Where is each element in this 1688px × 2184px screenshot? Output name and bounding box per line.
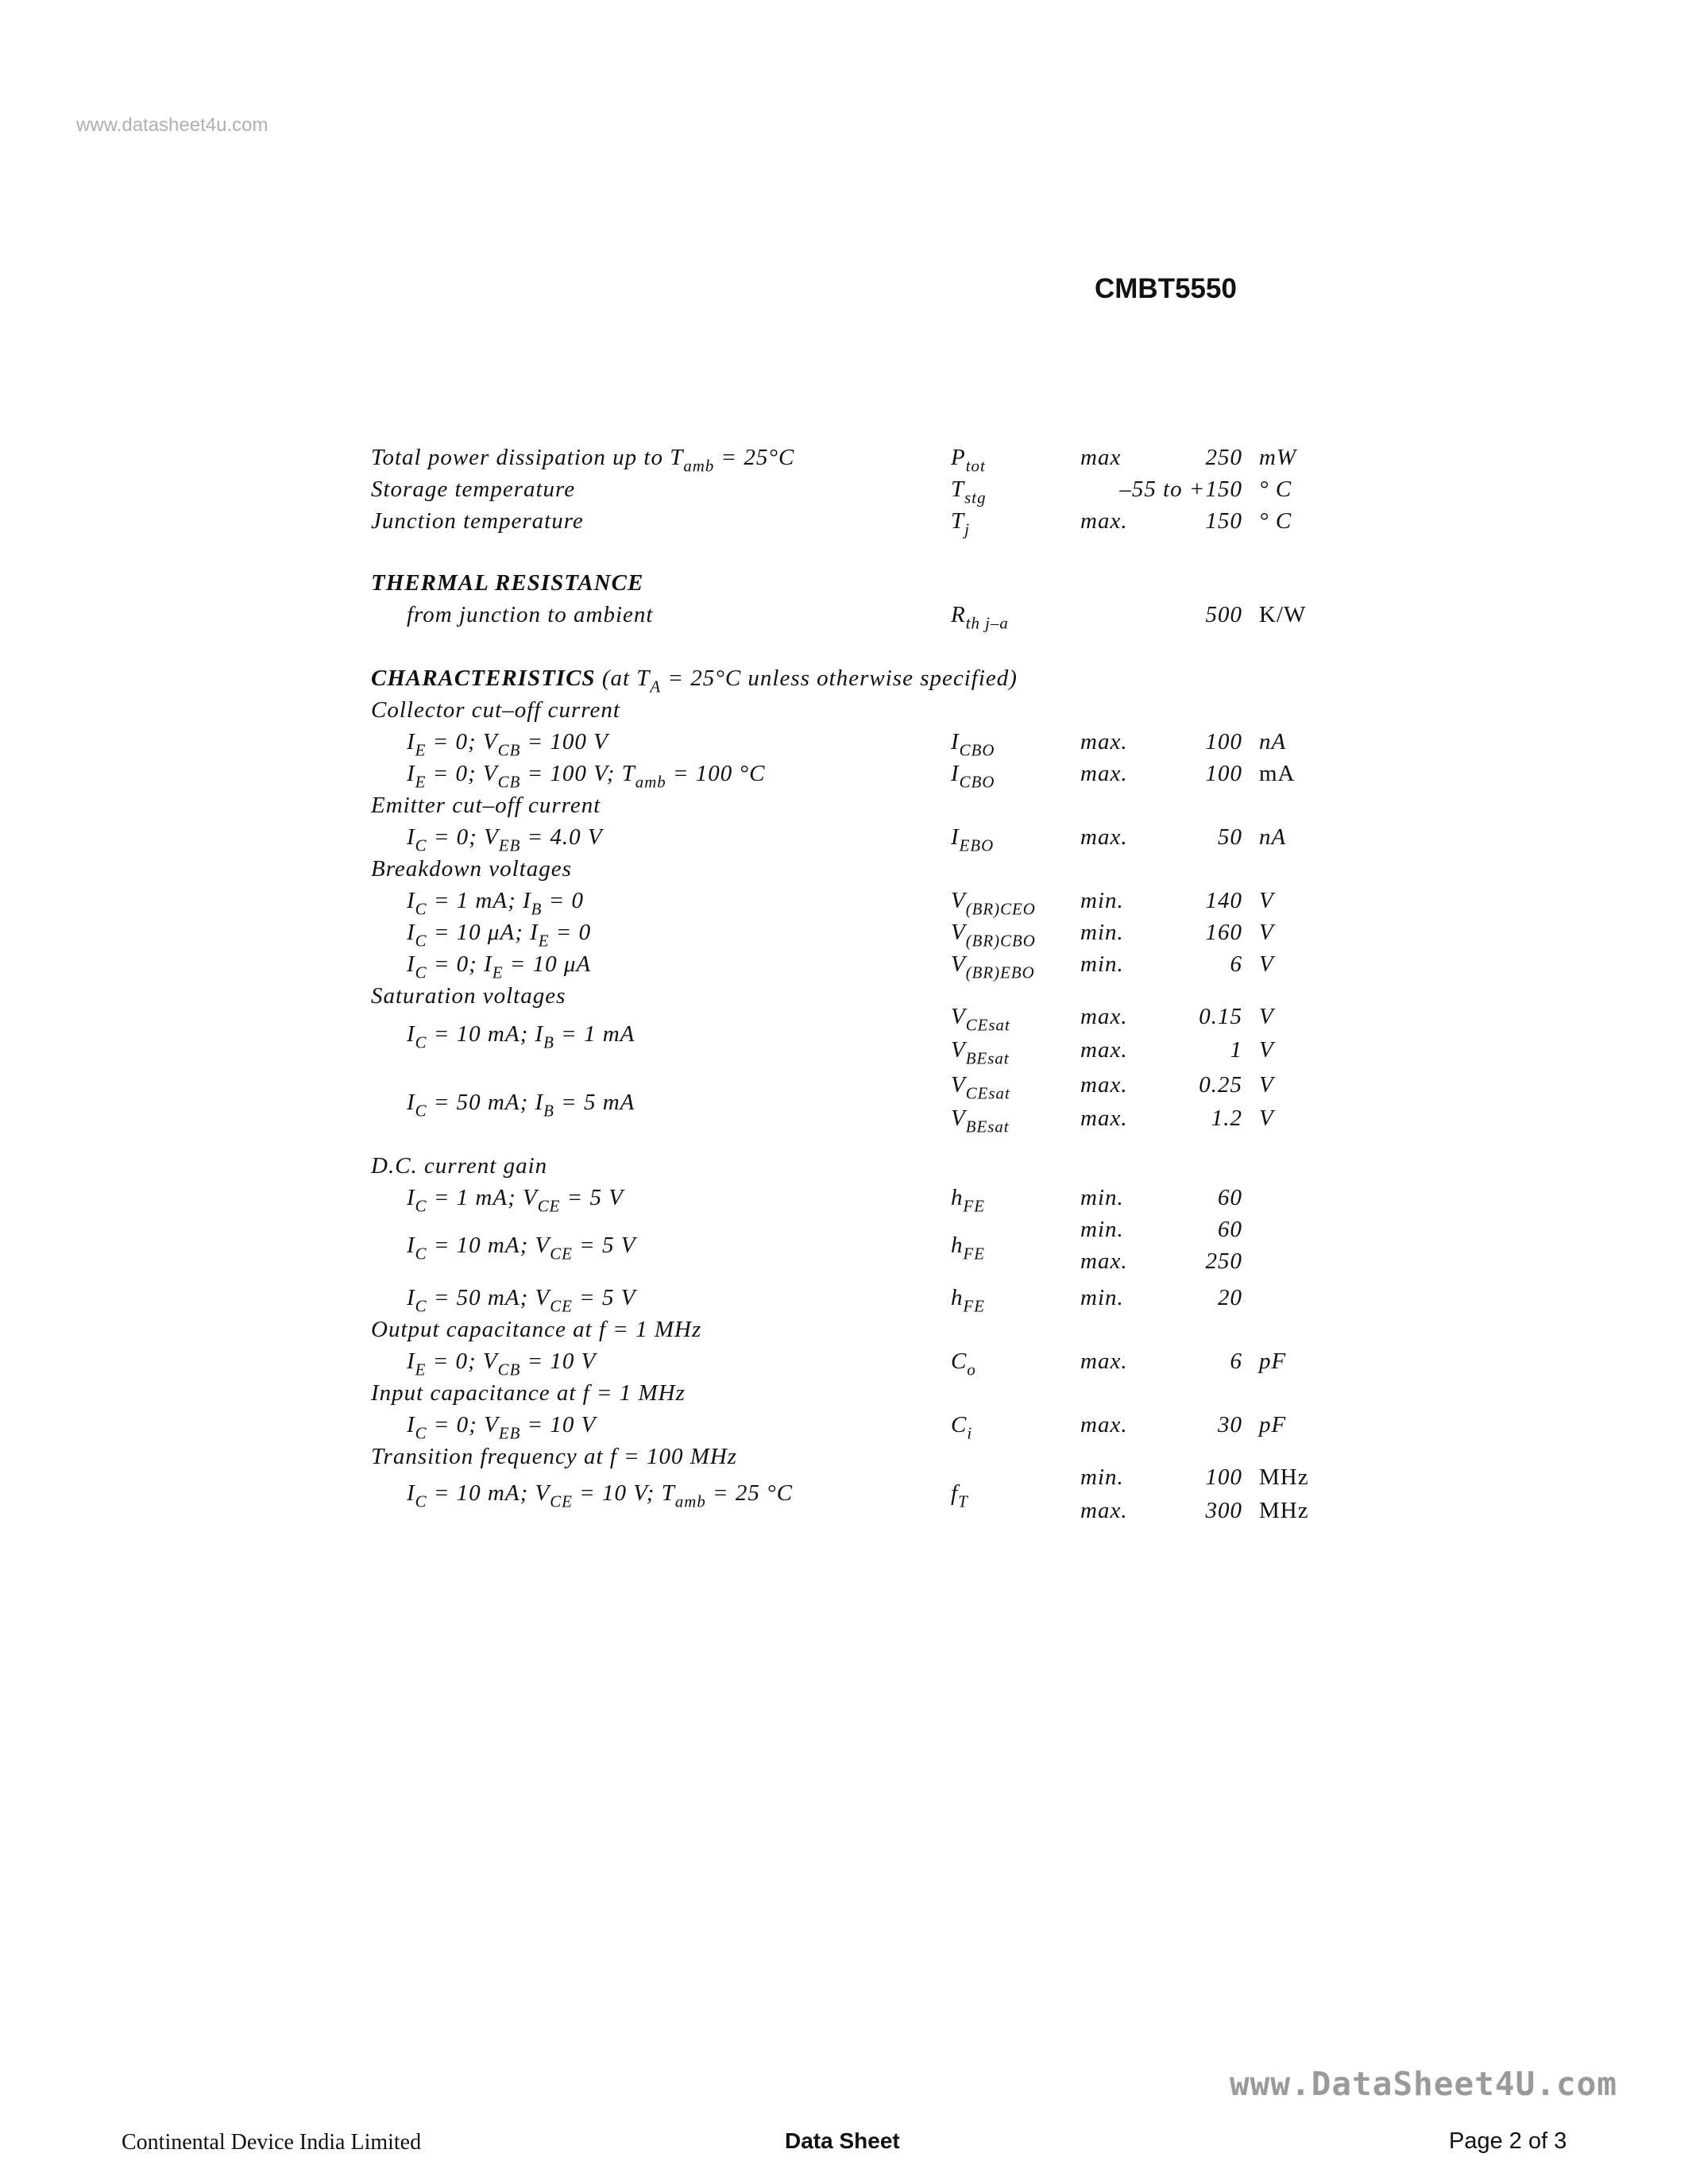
group-title: D.C. current gain [371,1153,548,1179]
condition: $I_C = 10$ μA; $I_E = 0$ [407,920,592,951]
value-range: –55 to +150 [1119,477,1242,502]
limit-label: min. [1080,920,1124,945]
group-title: Input capacitance at f = 1 MHz [371,1380,686,1406]
part-number-header: CMBT5550 [1095,273,1237,304]
unit: pF [1259,1412,1287,1437]
unit: pF [1259,1349,1287,1374]
unit: ° C [1259,477,1292,502]
value: 1.2 [1211,1106,1242,1131]
group-title: Transition frequency at f = 100 MHz [371,1444,738,1469]
symbol: $C_o$ [951,1349,976,1379]
param-total-power: Total power dissipation up to $T_{amb} = 25^\circ C$ [371,445,795,476]
symbol: $V_{(BR)EBO}$ [951,951,1035,982]
group-title: Output capacitance at f = 1 MHz [371,1317,702,1342]
unit: ° C [1259,508,1292,534]
symbol: $V_{(BR)CEO}$ [951,888,1036,919]
condition: $I_C = 0$; $I_E = 10$ μA [407,951,592,982]
symbol: $V_{CEsat}$ [951,1072,1010,1103]
unit: V [1259,1106,1274,1131]
param-junction-temp: Junction temperature [371,508,584,534]
footer-page-number: Page 2 of 3 [1449,2128,1567,2154]
limit-label: max. [1080,761,1128,786]
symbol-rth: $R_{th j-a}$ [951,602,1009,633]
symbol: $h_{FE}$ [951,1233,986,1264]
limit-label: min. [1080,1464,1124,1490]
footer-title: Data Sheet [785,2128,900,2153]
limit-label: min. [1080,888,1124,913]
limit-label: max. [1080,824,1128,850]
unit: V [1259,920,1274,945]
limit-label: min. [1080,1185,1124,1210]
value: 100 [1205,729,1242,754]
value: 30 [1218,1412,1242,1437]
value: 140 [1205,888,1242,913]
condition: $I_E = 0$; $V_{CB} = 100$ V [407,729,608,760]
symbol: $C_i$ [951,1412,973,1443]
condition: $I_C = 10$ mA; $V_{CE} = 5$ V [407,1233,636,1264]
condition: $I_C = 1$ mA; $V_{CE} = 5$ V [407,1185,624,1216]
limit-label: min. [1080,1285,1124,1310]
value: 50 [1218,824,1242,850]
symbol: $I_{CBO}$ [951,729,995,760]
watermark-url-top: www.datasheet4u.com [76,114,268,136]
unit: mW [1259,445,1297,470]
unit: V [1259,1004,1274,1029]
group-title: Emitter cut–off current [371,793,601,818]
symbol: $V_{(BR)CBO}$ [951,920,1036,951]
condition: $I_C = 50$ mA; $V_{CE} = 5$ V [407,1285,636,1316]
value: 60 [1218,1217,1242,1242]
value: 250 [1205,1248,1242,1274]
condition: $I_E = 0$; $V_{CB} = 10$ V [407,1349,597,1379]
symbol-tstg: $T_{stg}$ [951,477,987,507]
value: 0.25 [1199,1072,1242,1098]
value: 150 [1205,508,1242,534]
value: 250 [1205,445,1242,470]
limit-label: max. [1080,1004,1128,1029]
condition: $I_C = 10$ mA; $V_{CE} = 10$ V; $T_{amb} = 25$ °C [407,1480,794,1511]
limit-label: max. [1080,729,1128,754]
condition: $I_C = 1$ mA; $I_B = 0$ [407,888,584,919]
limit-label: max. [1080,1412,1128,1437]
value: 160 [1205,920,1242,945]
limit-label: max. [1080,1037,1128,1063]
limit-label: min. [1080,1217,1124,1242]
unit: V [1259,1037,1274,1063]
value: 60 [1218,1185,1242,1210]
watermark-url-bottom: www.DataSheet4U.com [1230,2065,1617,2103]
condition: $I_C = 0$; $V_{EB} = 10$ V [407,1412,597,1443]
unit: nA [1259,824,1287,850]
limit-label: max. [1080,1106,1128,1131]
limit-label: max. [1080,1072,1128,1098]
limit-label: max. [1080,1498,1128,1523]
unit: V [1259,951,1274,977]
value: 0.15 [1199,1004,1242,1029]
symbol-ptot: $P_{tot}$ [951,445,986,476]
condition: $I_C = 10$ mA; $I_B = 1$ mA [407,1021,635,1052]
unit: nA [1259,729,1287,754]
symbol-tj: $T_j$ [951,508,970,539]
value: 1 [1230,1037,1242,1063]
group-title: Saturation voltages [371,983,566,1009]
value: 100 [1205,761,1242,786]
limit-label: max. [1080,508,1128,534]
symbol: $I_{CBO}$ [951,761,995,792]
unit: mA [1259,761,1296,786]
symbol: $f_T$ [951,1480,968,1511]
value: 6 [1230,951,1242,977]
value: 300 [1205,1498,1242,1523]
symbol: $V_{BEsat}$ [951,1106,1010,1136]
limit-label: max. [1080,1349,1128,1374]
unit: V [1259,1072,1274,1098]
param-storage-temp: Storage temperature [371,477,576,502]
value: 100 [1205,1464,1242,1490]
value: 6 [1230,1349,1242,1374]
condition: $I_E = 0$; $V_{CB} = 100$ V; $T_{amb} = 100$ °C [407,761,766,792]
value: 20 [1218,1285,1242,1310]
symbol: $V_{CEsat}$ [951,1004,1010,1035]
unit: V [1259,888,1274,913]
condition: $I_C = 0$; $V_{EB} = 4.0$ V [407,824,603,855]
value: 500 [1205,602,1242,627]
condition: $I_C = 50$ mA; $I_B = 5$ mA [407,1090,635,1121]
symbol: $h_{FE}$ [951,1285,986,1316]
symbol: $I_{EBO}$ [951,824,995,855]
group-title: Breakdown voltages [371,856,572,882]
unit: MHz [1259,1464,1309,1490]
symbol: $h_{FE}$ [951,1185,986,1216]
thermal-resistance-heading: THERMAL RESISTANCE [371,570,644,596]
characteristics-heading: CHARACTERISTICS (at $T_A = 25^\circ C$ unless otherwise specified) [371,666,1018,696]
unit: MHz [1259,1498,1309,1523]
symbol: $V_{BEsat}$ [951,1037,1010,1068]
footer-company: Continental Device India Limited [122,2130,422,2155]
unit: K/W [1259,602,1307,627]
limit-label: max. [1080,1248,1128,1274]
group-title: Collector cut–off current [371,697,620,723]
param-junction-ambient: from junction to ambient [407,602,654,627]
limit-label: min. [1080,951,1124,977]
limit-label: max [1080,445,1122,470]
